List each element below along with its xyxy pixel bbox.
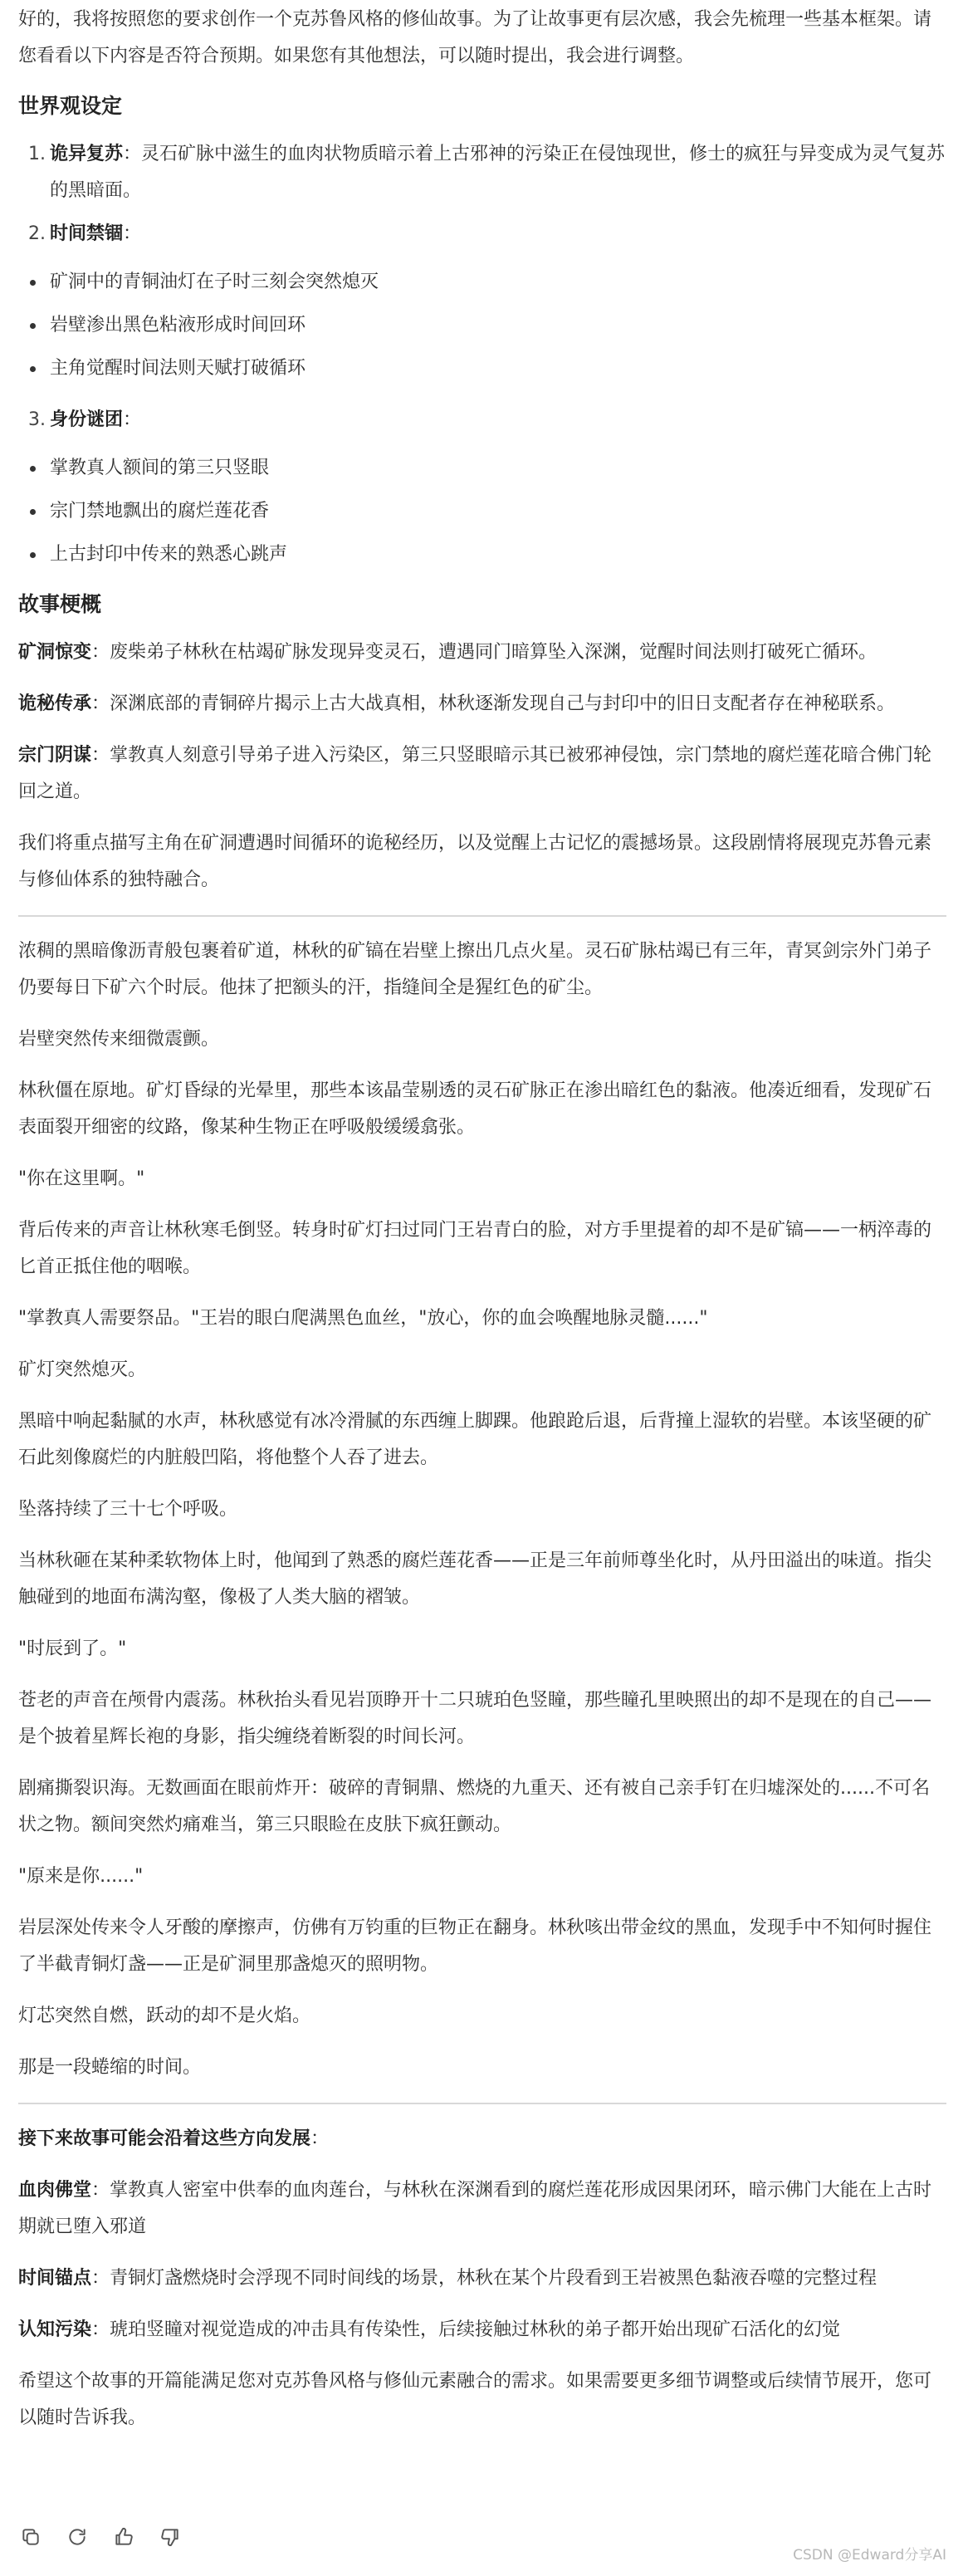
world-item-text: ： (123, 409, 142, 430)
outline-summary: 我们将重点描写主角在矿洞遭遇时间循环的诡秘经历，以及觉醒上古记忆的震撼场景。这段剧情将展现克苏鲁元素与修仙体系的独特融合。 (18, 833, 932, 890)
story-paragraph: 岩层深处传来令人牙酸的摩擦声，仿佛有万钧重的巨物正在翻身。林秋咳出带金纹的黑血，发现手中不知何时握住了半截青铜灯盏——正是矿洞里那盏熄灭的照明物。 (18, 1917, 932, 1975)
story-paragraph: 浓稠的黑暗像沥青般包裹着矿道，林秋的矿镐在岩壁上擦出几点火星。灵石矿脉枯竭已有三年，青冥剑宗外门弟子仍要每日下矿六个时辰。他抹了把额头的汗，指缝间全是猩红色的矿尘。 (18, 941, 932, 998)
story-paragraph: 背后传来的声音让林秋寒毛倒竖。转身时矿灯扫过同门王岩青白的脸，对方手里提着的却不是矿镐——一柄淬毒的匕首正抵住他的咽喉。 (18, 1220, 932, 1277)
refresh-icon (66, 2526, 88, 2548)
story-paragraph: 黑暗中响起黏腻的水声，林秋感觉有冰冷滑腻的东西缠上脚踝。他踉跄后退，后背撞上湿软的岩壁。本该坚硬的矿石此刻像腐烂的内脏般凹陷，将他整个人吞了进去。 (18, 1411, 932, 1468)
world-item-title: 时间禁锢 (50, 223, 124, 244)
story-paragraph: 那是一段蜷缩的时间。 (18, 2057, 202, 2078)
list-item: 岩壁渗出黑色粘液形成时间回环 (50, 307, 946, 344)
outline-heading: 故事梗概 (18, 592, 102, 616)
story-paragraph: 林秋僵在原地。矿灯昏绿的光晕里，那些本该晶莹剔透的灵石矿脉正在渗出暗红色的黏液。他凑近细看，发现矿石表面裂开细密的纹路，像某种生物正在呼吸般缓缓翕张。 (18, 1080, 932, 1138)
story-paragraph: 剧痛撕裂识海。无数画面在眼前炸开：破碎的青铜鼎、燃烧的九重天、还有被自己亲手钉在归墟深处的......不可名状之物。额间突然灼痛难当，第三只眼睑在皮肤下疯狂颤动。 (18, 1778, 930, 1835)
world-item: 1. 诡异复苏：灵石矿脉中滋生的血肉状物质暗示着上古邪神的污染正在侵蚀现世，修士的疯狂与异变成为灵气复苏的黑暗面。 (28, 144, 946, 201)
message-toolbar (18, 2525, 183, 2549)
copy-button[interactable] (18, 2525, 43, 2549)
story-paragraph: "时辰到了。" (18, 1638, 127, 1659)
list-item: 上古封印中传来的熟悉心跳声 (50, 536, 946, 573)
story-paragraph: "掌教真人需要祭品。"王岩的眼白爬满黑色血丝，"放心，你的血会唤醒地脉灵髓......" (18, 1308, 708, 1329)
next-item: 时间锚点：青铜灯盏燃烧时会浮现不同时间线的场景，林秋在某个片段看到王岩被黑色黏液吞噬的完整过程 (18, 2268, 878, 2289)
next-heading: 接下来故事可能会沿着这些方向发展： (18, 2128, 330, 2149)
time-bullet-list (18, 264, 946, 387)
story-paragraph: "原来是你......" (18, 1866, 144, 1887)
world-item-text: ：灵石矿脉中滋生的血肉状物质暗示着上古邪神的污染正在侵蚀现世，修士的疯狂与异变成为灵气复苏的黑暗面。 (50, 144, 946, 201)
world-item-text: ： (123, 223, 142, 244)
world-item-title: 诡异复苏 (50, 144, 124, 164)
regenerate-button[interactable] (65, 2525, 90, 2549)
next-item: 血肉佛堂：掌教真人密室中供奉的血肉莲台，与林秋在深渊看到的腐烂莲花形成因果闭环，暗示佛门大能在上古时期就已堕入邪道 (18, 2180, 932, 2237)
list-item: 矿洞中的青铜油灯在子时三刻会突然熄灭 (50, 264, 946, 301)
story-paragraph: 苍老的声音在颅骨内震荡。林秋抬头看见岩顶睁开十二只琥珀色竖瞳，那些瞳孔里映照出的却不是现在的自己——是个披着星辉长袍的身影，指尖缠绕着断裂的时间长河。 (18, 1690, 932, 1747)
outline-item: 诡秘传承：深渊底部的青铜碎片揭示上古大战真相，林秋逐渐发现自己与封印中的旧日支配者存在神秘联系。 (18, 693, 896, 714)
world-list (18, 136, 946, 252)
copy-icon (20, 2526, 42, 2548)
outline-item: 宗门阴谋：掌教真人刻意引导弟子进入污染区，第三只竖眼暗示其已被邪神侵蚀，宗门禁地的腐烂莲花暗合佛门轮回之道。 (18, 745, 932, 802)
list-item: 掌教真人额间的第三只竖眼 (50, 450, 946, 487)
story-paragraph: 岩壁突然传来细微震颤。 (18, 1029, 220, 1050)
watermark: CSDN @Edward分享AI (793, 2547, 946, 2564)
story-paragraph: 矿灯突然熄灭。 (18, 1359, 147, 1380)
story-paragraph: "你在这里啊。" (18, 1168, 145, 1189)
story-paragraph: 当林秋砸在某种柔软物体上时，他闻到了熟悉的腐烂莲花香——正是三年前师尊坐化时，从丹田溢出的味道。指尖触碰到的地面布满沟壑，像极了人类大脑的褶皱。 (18, 1550, 932, 1608)
identity-bullet-list (18, 450, 946, 573)
divider (18, 2103, 946, 2104)
list-item: 宗门禁地飘出的腐烂莲花香 (50, 493, 946, 530)
story-paragraph: 灯芯突然自燃，跃动的却不是火焰。 (18, 2005, 311, 2026)
story-body (18, 933, 946, 2086)
like-button[interactable] (111, 2525, 136, 2549)
story-paragraph: 坠落持续了三十七个呼吸。 (18, 1499, 238, 1520)
world-item-title: 身份谜团 (50, 409, 124, 430)
closing-paragraph: 希望这个故事的开篇能满足您对克苏鲁风格与修仙元素融合的需求。如果需要更多细节调整或后续情节展开，您可以随时告诉我。 (18, 2371, 932, 2428)
thumbs-down-icon (159, 2526, 181, 2548)
intro-paragraph: 好的，我将按照您的要求创作一个克苏鲁风格的修仙故事。为了让故事更有层次感，我会先梳理一些基本框架。请您看看以下内容是否符合预期。如果您有其他想法，可以随时提出，我会进行调整。 (18, 9, 932, 66)
world-heading: 世界观设定 (18, 94, 123, 118)
world-list-cont (18, 402, 946, 438)
world-item: 2. 时间禁锢： (28, 223, 142, 244)
world-item: 3. 身份谜团： (28, 409, 142, 430)
outline-item: 矿洞惊变：废柴弟子林秋在枯竭矿脉发现异变灵石，遭遇同门暗算坠入深渊，觉醒时间法则打破死亡循环。 (18, 642, 878, 663)
thumbs-up-icon (113, 2526, 134, 2548)
list-item: 主角觉醒时间法则天赋打破循环 (50, 350, 946, 387)
next-item: 认知污染：琥珀竖瞳对视觉造成的冲击具有传染性，后续接触过林秋的弟子都开始出现矿石活化的幻觉 (18, 2319, 841, 2340)
dislike-button[interactable] (158, 2525, 183, 2549)
divider (18, 915, 946, 917)
